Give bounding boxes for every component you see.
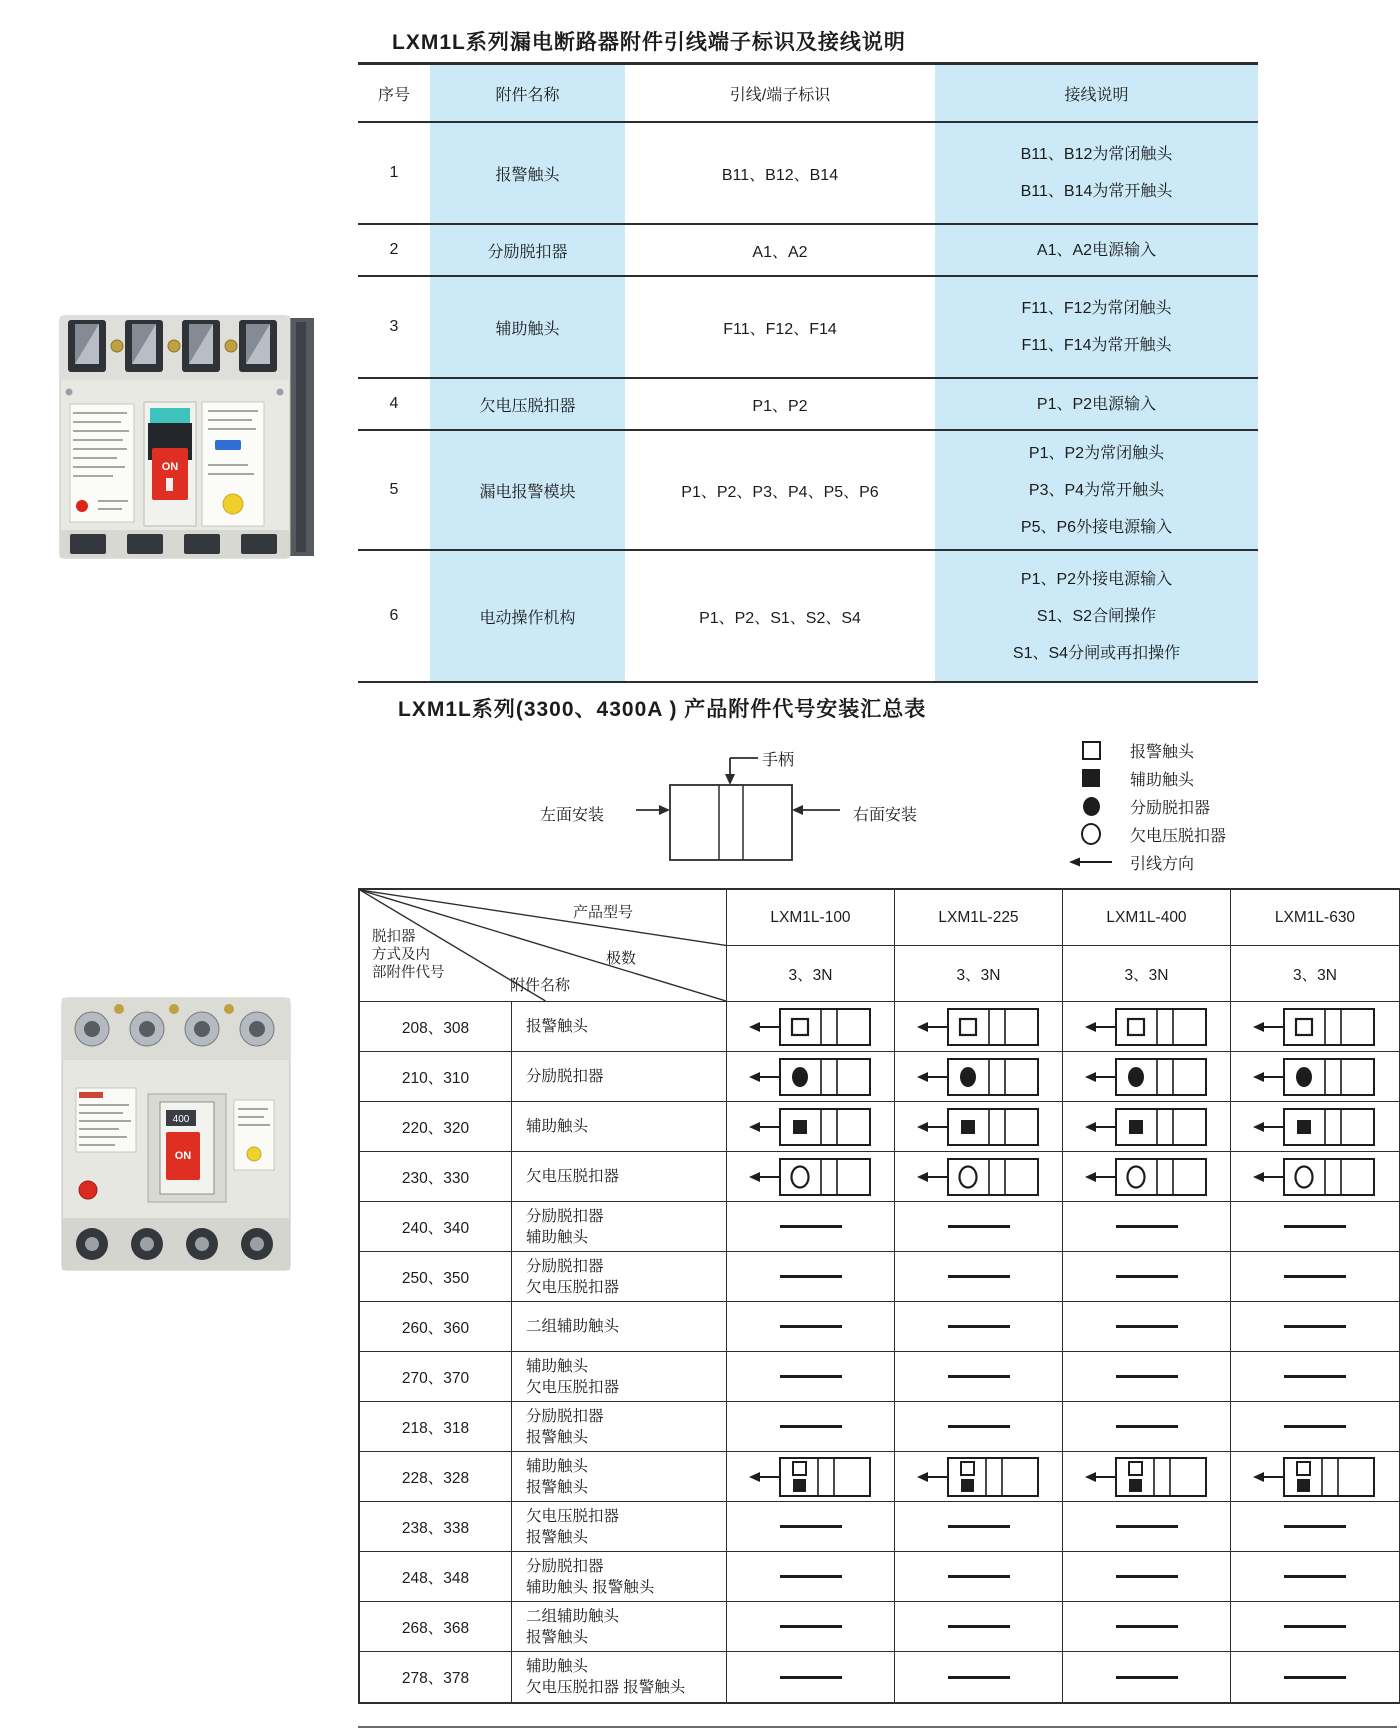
install-diagram-open-circle	[1231, 1152, 1399, 1202]
install-diagram-open-circle	[1063, 1152, 1231, 1202]
not-available-dash	[948, 1575, 1010, 1578]
accessory-code: 268、368	[360, 1602, 512, 1652]
wiring-description-line: P5、P6外接电源输入	[1020, 518, 1173, 536]
install-position-svg	[748, 1155, 874, 1199]
terminal-marking: P1、P2	[752, 397, 808, 415]
wiring-description	[935, 123, 1258, 223]
not-available-cell	[1063, 1352, 1231, 1402]
accessory-name	[512, 1452, 727, 1502]
installation-diagram	[470, 675, 910, 875]
accessory-name-line: 辅助触头	[526, 1357, 589, 1375]
legend-item	[1068, 848, 1226, 876]
right-install-label: 右面安装	[853, 807, 918, 824]
accessory-name-line: 辅助触头 报警触头	[526, 1578, 655, 1596]
red-indicator	[76, 500, 88, 512]
install-position-svg	[748, 1005, 874, 1049]
accessory-name-line: 欠电压脱扣器	[526, 1378, 620, 1396]
model-header: LXM1L-100	[727, 890, 895, 946]
on-rocker	[152, 448, 188, 500]
filled-square-icon	[1068, 769, 1114, 787]
table1-row	[358, 431, 1258, 551]
install-position-svg	[916, 1005, 1042, 1049]
not-available-dash	[948, 1275, 1010, 1278]
not-available-cell	[1063, 1302, 1231, 1352]
not-available-dash	[780, 1325, 842, 1328]
accessory-name-line: 欠电压脱扣器	[526, 1168, 620, 1185]
accessory-name-line: 报警触头	[526, 1478, 589, 1496]
filled-square-shape	[1082, 769, 1100, 787]
accessory-name: 欠电压脱扣器	[430, 379, 625, 429]
test-button	[223, 494, 243, 514]
serial-number: 6	[389, 607, 399, 624]
install-diagram-stacked	[1231, 1452, 1399, 1502]
product-photo-bottom	[52, 982, 302, 1287]
not-available-dash	[780, 1676, 842, 1679]
accessory-name	[512, 1002, 727, 1052]
not-available-cell	[1063, 1552, 1231, 1602]
corner-code-label	[372, 928, 445, 982]
install-diagram-stacked	[1063, 1452, 1231, 1502]
not-available-cell	[1231, 1252, 1399, 1302]
terminal-marking: F11、F12、F14	[723, 320, 837, 338]
install-position-svg	[1084, 1055, 1210, 1099]
wiring-description-line: F11、F14为常开触头	[1021, 337, 1172, 354]
pole-count: 3、3N	[1231, 946, 1399, 1002]
header-serial: 序号	[377, 86, 410, 104]
not-available-dash	[948, 1625, 1010, 1628]
not-available-cell	[1063, 1602, 1231, 1652]
not-available-cell	[727, 1302, 895, 1352]
accessory-code: 228、328	[360, 1452, 512, 1502]
accessory-code: 270、370	[360, 1352, 512, 1402]
not-available-cell	[1231, 1552, 1399, 1602]
accessory-name	[512, 1202, 727, 1252]
accessory-name-line: 辅助触头	[526, 1228, 589, 1246]
not-available-cell	[895, 1352, 1063, 1402]
install-position-svg	[1252, 1455, 1378, 1499]
install-diagram-open-circle	[727, 1152, 895, 1202]
terminal-marking: P1、P2、S1、S2、S4	[699, 609, 861, 627]
install-position-svg	[1252, 1105, 1378, 1149]
not-available-cell	[1231, 1202, 1399, 1252]
accessory-name-line: 辅助触头	[526, 1658, 589, 1675]
accessory-code: 250、350	[360, 1252, 512, 1302]
corner-accessory-label: 附件名称	[510, 977, 571, 994]
handle-label: 手柄	[762, 752, 795, 769]
not-available-dash	[1284, 1625, 1346, 1628]
accessory-name: 漏电报警模块	[430, 431, 625, 549]
accessory-name	[512, 1052, 727, 1102]
accessory-name-line: 分励脱扣器	[526, 1557, 604, 1575]
accessory-name	[512, 1552, 727, 1602]
not-available-cell	[895, 1652, 1063, 1702]
accessory-name-line: 二组辅助触头	[526, 1607, 620, 1625]
not-available-cell	[727, 1502, 895, 1552]
not-available-dash	[1116, 1375, 1178, 1378]
left-install-arrow	[636, 805, 670, 815]
not-available-cell	[1063, 1252, 1231, 1302]
table1-header-row	[358, 65, 1258, 123]
table2-corner-cell	[360, 890, 727, 1002]
not-available-cell	[1063, 1202, 1231, 1252]
install-position-svg	[1084, 1155, 1210, 1199]
open-square-icon	[1068, 741, 1114, 760]
install-position-svg	[1084, 1455, 1210, 1499]
product-photo-top	[52, 308, 322, 566]
serial-number: 2	[389, 241, 399, 258]
test-button	[247, 1147, 261, 1161]
not-available-dash	[1116, 1275, 1178, 1278]
not-available-cell	[895, 1502, 1063, 1552]
installation-summary-table	[358, 888, 1400, 1704]
not-available-cell	[727, 1252, 895, 1302]
on-rocker-label: ON	[174, 1150, 192, 1162]
wiring-description-line: P1、P2电源输入	[1036, 395, 1157, 413]
install-diagram-filled-circle	[1231, 1052, 1399, 1102]
accessory-name-line: 分励脱扣器	[526, 1207, 604, 1225]
on-rocker-label: ON	[161, 461, 179, 473]
corner-product-model-label: 产品型号	[573, 904, 634, 921]
install-diagram-open-square	[1063, 1002, 1231, 1052]
accessory-code: 218、318	[360, 1402, 512, 1452]
install-diagram-filled-square	[727, 1102, 895, 1152]
install-position-svg	[748, 1105, 874, 1149]
accessory-name-line: 报警触头	[526, 1428, 589, 1446]
not-available-dash	[948, 1676, 1010, 1679]
wiring-description-line: F11、F12为常闭触头	[1021, 300, 1172, 317]
pole-count: 3、3N	[895, 946, 1063, 1002]
not-available-dash	[1116, 1325, 1178, 1328]
not-available-cell	[727, 1402, 895, 1452]
not-available-cell	[895, 1252, 1063, 1302]
not-available-dash	[780, 1225, 842, 1228]
red-button	[79, 1181, 97, 1199]
accessory-terminal-table	[358, 62, 1258, 683]
not-available-dash	[1116, 1525, 1178, 1528]
model-header: LXM1L-400	[1063, 890, 1231, 946]
terminal-marking: P1、P2、P3、P4、P5、P6	[681, 483, 879, 501]
pole-count: 3、3N	[1063, 946, 1231, 1002]
terminal-marking: B11、B12、B14	[721, 166, 839, 184]
wiring-description-line: P1、P2外接电源输入	[1020, 570, 1173, 588]
legend-label: 欠电压脱扣器	[1130, 827, 1227, 845]
install-position-svg	[1084, 1105, 1210, 1149]
not-available-dash	[1116, 1225, 1178, 1228]
install-diagram-stacked	[727, 1452, 895, 1502]
accessory-name	[512, 1252, 727, 1302]
not-available-dash	[780, 1575, 842, 1578]
serial-number: 5	[389, 481, 399, 498]
install-position-svg	[916, 1105, 1042, 1149]
right-install-arrow	[792, 805, 840, 815]
not-available-cell	[1231, 1352, 1399, 1402]
legend-item	[1068, 764, 1226, 792]
legend-item	[1068, 792, 1226, 820]
not-available-dash	[1284, 1425, 1346, 1428]
accessory-code: 208、308	[360, 1002, 512, 1052]
install-diagram-filled-circle	[895, 1052, 1063, 1102]
accessory-name-line: 辅助触头	[526, 1457, 589, 1475]
corner-poles-label: 极数	[606, 950, 637, 967]
not-available-cell	[1231, 1502, 1399, 1552]
rating-label: 400	[172, 1114, 190, 1125]
install-position-svg	[1252, 1055, 1378, 1099]
accessory-name	[512, 1152, 727, 1202]
install-diagram-filled-square	[1063, 1102, 1231, 1152]
not-available-dash	[948, 1525, 1010, 1528]
header-wiring-description: 接线说明	[935, 65, 1258, 121]
not-available-dash	[1284, 1525, 1346, 1528]
accessory-name	[512, 1602, 727, 1652]
accessory-code: 238、338	[360, 1502, 512, 1552]
install-position-svg	[1252, 1005, 1378, 1049]
legend-item	[1068, 736, 1226, 764]
not-available-cell	[1231, 1402, 1399, 1452]
model-header: LXM1L-225	[895, 890, 1063, 946]
not-available-dash	[1284, 1575, 1346, 1578]
accessory-name-line: 欠电压脱扣器 报警触头	[526, 1679, 686, 1696]
accessory-name: 报警触头	[430, 123, 625, 223]
wiring-description	[935, 277, 1258, 377]
install-diagram-open-square	[895, 1002, 1063, 1052]
accessory-code: 260、360	[360, 1302, 512, 1352]
not-available-dash	[1116, 1425, 1178, 1428]
install-diagram-filled-circle	[727, 1052, 895, 1102]
table1-row	[358, 123, 1258, 225]
not-available-dash	[948, 1425, 1010, 1428]
wiring-description-line: S1、S4分闸或再扣操作	[1012, 644, 1181, 662]
not-available-dash	[948, 1325, 1010, 1328]
corner-code-line: 部附件代号	[372, 965, 445, 981]
not-available-dash	[948, 1225, 1010, 1228]
table1-row	[358, 379, 1258, 431]
accessory-name	[512, 1402, 727, 1452]
pole-count: 3、3N	[727, 946, 895, 1002]
terminal-marking: A1、A2	[752, 243, 808, 261]
accessory-name	[512, 1652, 727, 1702]
accessory-name-line: 报警触头	[526, 1528, 589, 1546]
filled-circle-shape	[1083, 797, 1100, 816]
legend-label: 辅助触头	[1130, 771, 1195, 789]
serial-number: 1	[389, 164, 399, 181]
not-available-dash	[780, 1625, 842, 1628]
serial-number: 4	[389, 395, 399, 412]
breaker-outline	[670, 785, 792, 860]
table1-row	[358, 277, 1258, 379]
not-available-cell	[1063, 1502, 1231, 1552]
not-available-dash	[780, 1425, 842, 1428]
accessory-code: 220、320	[360, 1102, 512, 1152]
not-available-dash	[1284, 1225, 1346, 1228]
install-diagram-stacked	[895, 1452, 1063, 1502]
install-position-svg	[916, 1055, 1042, 1099]
table2-title: LXM1L系列(3300、4300A ) 产品附件代号安装汇总表	[398, 698, 927, 721]
not-available-cell	[1231, 1302, 1399, 1352]
not-available-cell	[727, 1602, 895, 1652]
filled-circle-icon	[1068, 797, 1114, 816]
not-available-cell	[727, 1652, 895, 1702]
not-available-cell	[1231, 1602, 1399, 1652]
install-diagram-filled-circle	[1063, 1052, 1231, 1102]
open-circle-icon	[1068, 823, 1114, 845]
legend	[1068, 736, 1226, 876]
accessory-name-line: 分励脱扣器	[526, 1257, 604, 1275]
install-diagram-filled-square	[895, 1102, 1063, 1152]
accessory-name-line: 分励脱扣器	[526, 1407, 604, 1425]
table1-row	[358, 225, 1258, 277]
teal-patch	[150, 408, 190, 423]
accessory-name-line: 欠电压脱扣器	[526, 1278, 620, 1296]
model-header: LXM1L-630	[1231, 890, 1399, 946]
accessory-name-line: 辅助触头	[526, 1118, 589, 1135]
wiring-description	[935, 551, 1258, 681]
accessory-code: 278、378	[360, 1652, 512, 1702]
next-table-edge	[358, 1726, 1397, 1728]
corner-code-line: 脱扣器	[372, 929, 416, 945]
table1-title: LXM1L系列漏电断路器附件引线端子标识及接线说明	[392, 31, 906, 54]
accessory-code: 230、330	[360, 1152, 512, 1202]
wiring-description-line: B11、B12为常闭触头	[1020, 146, 1173, 163]
accessory-name	[512, 1352, 727, 1402]
accessory-name	[512, 1102, 727, 1152]
accessory-name-line: 报警触头	[526, 1628, 589, 1646]
install-diagram-open-square	[1231, 1002, 1399, 1052]
arrow-left-icon	[1068, 856, 1114, 868]
not-available-cell	[727, 1202, 895, 1252]
accessory-name: 辅助触头	[430, 277, 625, 377]
not-available-cell	[1231, 1652, 1399, 1702]
not-available-cell	[895, 1552, 1063, 1602]
table1-row	[358, 551, 1258, 683]
accessory-code: 210、310	[360, 1052, 512, 1102]
open-square-shape	[1082, 741, 1101, 760]
accessory-name-line: 报警触头	[526, 1018, 589, 1035]
wiring-description-line: S1、S2合闸操作	[1036, 607, 1157, 625]
not-available-cell	[895, 1302, 1063, 1352]
accessory-name-line: 分励脱扣器	[526, 1068, 604, 1085]
install-diagram-open-circle	[895, 1152, 1063, 1202]
install-diagram-open-square	[727, 1002, 895, 1052]
accessory-name	[512, 1502, 727, 1552]
legend-label: 报警触头	[1130, 743, 1195, 761]
blue-selector	[215, 440, 241, 450]
accessory-code: 240、340	[360, 1202, 512, 1252]
not-available-dash	[1284, 1375, 1346, 1378]
not-available-dash	[780, 1375, 842, 1378]
install-diagram-filled-square	[1231, 1102, 1399, 1152]
not-available-dash	[780, 1275, 842, 1278]
corner-code-line: 方式及内	[372, 947, 430, 963]
wiring-description-line: A1、A2电源输入	[1036, 241, 1157, 259]
not-available-dash	[1116, 1676, 1178, 1679]
not-available-dash	[1116, 1575, 1178, 1578]
install-position-svg	[748, 1055, 874, 1099]
wiring-description	[935, 225, 1258, 275]
wiring-description	[935, 431, 1258, 549]
header-terminal-marking: 引线/端子标识	[729, 86, 831, 104]
wiring-description	[935, 379, 1258, 429]
not-available-cell	[1063, 1652, 1231, 1702]
left-install-label: 左面安装	[540, 807, 605, 824]
wiring-description-line: P3、P4为常开触头	[1028, 481, 1165, 499]
install-position-svg	[916, 1155, 1042, 1199]
accessory-name-line: 欠电压脱扣器	[526, 1507, 620, 1525]
legend-label: 分励脱扣器	[1130, 799, 1211, 817]
not-available-cell	[727, 1552, 895, 1602]
legend-label: 引线方向	[1130, 855, 1195, 873]
wiring-description-line: B11、B14为常开触头	[1020, 183, 1173, 200]
wiring-description-line: P1、P2为常闭触头	[1028, 444, 1165, 462]
accessory-name	[512, 1302, 727, 1352]
install-position-svg	[748, 1455, 874, 1499]
not-available-dash	[1116, 1625, 1178, 1628]
handle-pointer	[730, 758, 758, 776]
accessory-code: 248、348	[360, 1552, 512, 1602]
legend-item	[1068, 820, 1226, 848]
accessory-name-line: 二组辅助触头	[526, 1318, 620, 1335]
open-circle-shape	[1081, 823, 1101, 845]
accessory-name: 分励脱扣器	[430, 225, 625, 275]
accessory-name: 电动操作机构	[430, 551, 625, 681]
not-available-dash	[948, 1375, 1010, 1378]
serial-number: 3	[389, 318, 399, 335]
not-available-cell	[895, 1202, 1063, 1252]
not-available-dash	[780, 1525, 842, 1528]
not-available-cell	[1063, 1402, 1231, 1452]
install-position-svg	[1084, 1005, 1210, 1049]
install-position-svg	[1252, 1155, 1378, 1199]
not-available-dash	[1284, 1275, 1346, 1278]
not-available-cell	[727, 1352, 895, 1402]
not-available-cell	[895, 1402, 1063, 1452]
install-position-svg	[916, 1455, 1042, 1499]
not-available-dash	[1284, 1676, 1346, 1679]
header-accessory-name: 附件名称	[430, 65, 625, 121]
not-available-dash	[1284, 1325, 1346, 1328]
not-available-cell	[895, 1602, 1063, 1652]
